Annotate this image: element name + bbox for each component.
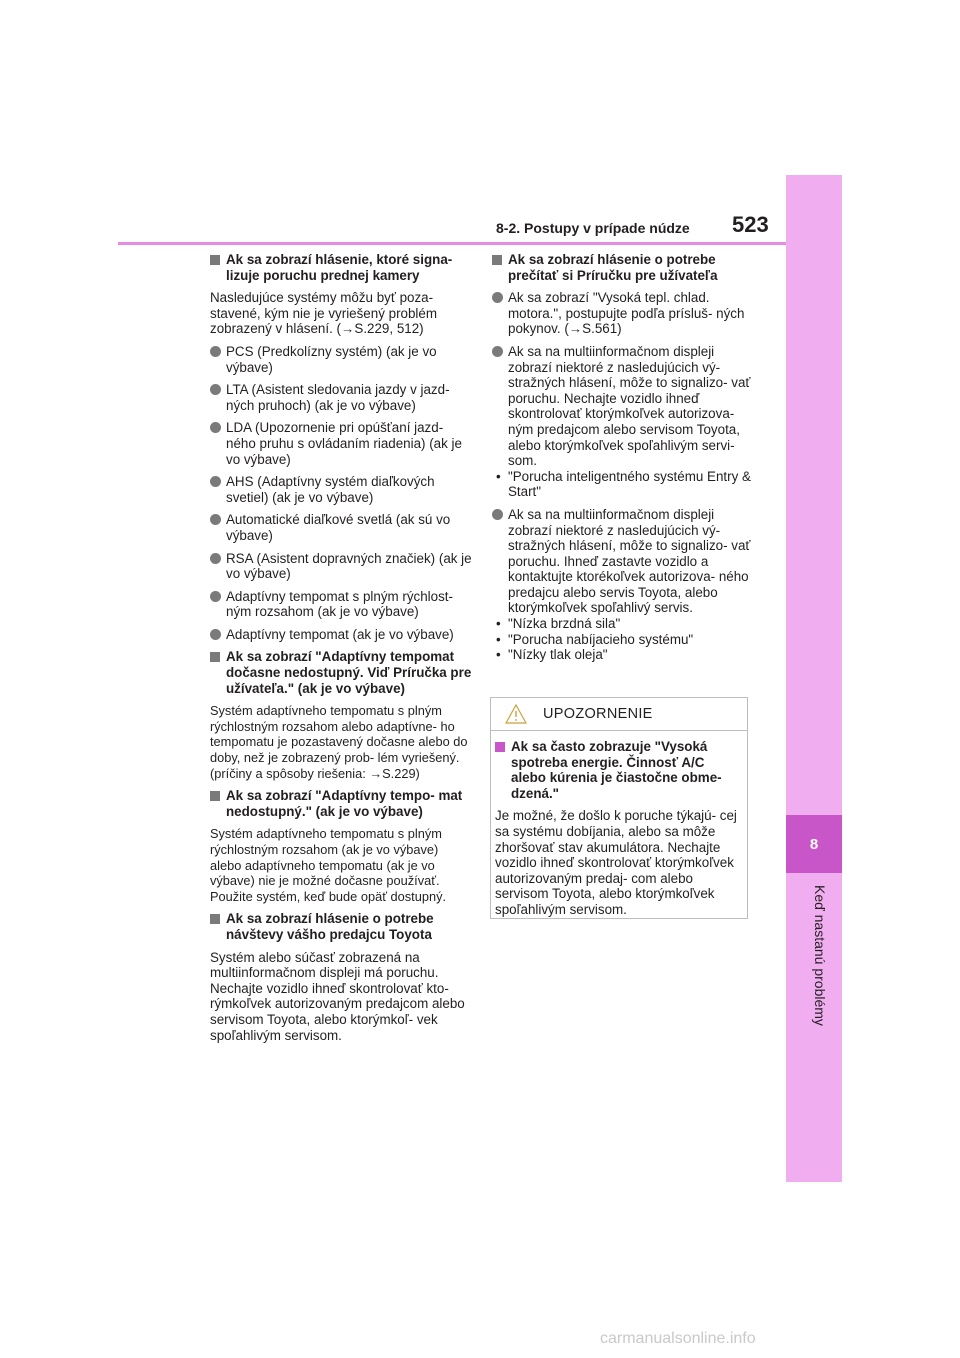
round-bullet-icon (492, 346, 503, 357)
paragraph: (príčiny a spôsoby riešenia: →S.229) (210, 765, 420, 781)
warning-heading: Ak sa často zobrazuje "Vysoká spotreba energie. Činnosť A/C alebo kúrenia je čiastočne obme- dzená." (495, 739, 743, 801)
heading-cruise-temporarily: Ak sa zobrazí "Adaptívny tempomat dočasne nedostupný. Viď Príručka pre užívateľa." (ak je vo výbave) (210, 649, 472, 696)
chapter-number: 8 (786, 815, 842, 873)
square-bullet-icon (210, 791, 220, 801)
watermark: carmanualsonline.info (600, 1330, 756, 1347)
list-item: LTA (Asistent sledovania jazdy v jazd- ných pruhoch) (ak je vo výbave) (210, 382, 472, 413)
paragraph: Systém adaptívneho tempomatu s plným rýchlostným rozsahom alebo adaptívne- ho tempomatu je pozastavený dočasne alebo do doby, než je zobrazený prob- lém vyriešený. (210, 703, 468, 766)
heading-cruise-unavailable: Ak sa zobrazí "Adaptívny tempo- mat nedostupný." (ak je vo výbave) (210, 788, 472, 819)
list-item: Automatické diaľkové svetlá (ak sú vo výbave) (210, 512, 472, 543)
heading-front-camera: Ak sa zobrazí hlásenie, ktoré signa- lizuje poruchu prednej kamery (210, 252, 472, 283)
warning-triangle-icon (505, 704, 527, 724)
square-bullet-icon (210, 255, 220, 265)
warning-text: Je možné, že došlo k poruche týkajú- cej sa systému dobíjania, alebo sa môže zhoršovať stav akumulátora. Nechajte vozidlo ihneď skontrolovať ktorýmkoľvek autorizovaným predaj- com alebo servisom Toyota, alebo ktorýmkoľvek spoľahlivým servisom. (495, 808, 737, 917)
list-item: Adaptívny tempomat (ak je vo výbave) (210, 627, 472, 643)
paragraph: Nasledujúce systémy môžu byť poza- stavené, kým nie je vyriešený problém zobrazený v hlásení. (→S.229, 512) (210, 290, 437, 337)
round-bullet-icon (210, 514, 221, 525)
heading-read-manual: Ak sa zobrazí hlásenie o potrebe prečítať si Príručku pre užívateľa (492, 252, 754, 283)
square-bullet-icon (210, 652, 220, 662)
right-column (492, 252, 754, 670)
round-bullet-icon (210, 553, 221, 564)
round-bullet-icon (492, 509, 503, 520)
square-bullet-icon (495, 742, 505, 752)
round-bullet-icon (210, 346, 221, 357)
round-bullet-icon (492, 292, 503, 303)
dash-item: • "Nízky tlak oleja" (496, 647, 608, 663)
dash-item: • "Porucha nabíjacieho systému" (496, 631, 694, 647)
warning-box (490, 697, 748, 919)
paragraph: Systém alebo súčasť zobrazená na multiinformačnom displeji má poruchu. Nechajte vozidlo ihneď skontrolovať kto- rýmkoľvek autorizovaným predajcom alebo servisom Toyota, alebo ktorýmkoľ- vek spoľahlivým servisom. (210, 949, 465, 1043)
dash-item: • "Nízka brzdná sila" (496, 616, 621, 632)
left-column (210, 252, 472, 1050)
header-rule (118, 242, 786, 245)
list-item: PCS (Predkolízny systém) (ak je vo výbave) (210, 344, 472, 375)
square-bullet-icon (210, 914, 220, 924)
section-title: 8-2. Postupy v prípade núdze (496, 220, 690, 236)
warning-header (491, 698, 747, 731)
list-item: Ak sa zobrazí "Vysoká tepl. chlad. motora.", postupujte podľa prísluš- ných pokynov. (→S.561) (492, 290, 754, 337)
list-item: LDA (Upozornenie pri opúšťaní jazd- ného pruhu s ovládaním riadenia) (ak je vo výbave) (210, 420, 472, 467)
warning-body (491, 731, 747, 918)
round-bullet-icon (210, 629, 221, 640)
round-bullet-icon (210, 384, 221, 395)
warning-title: UPOZORNENIE (543, 706, 653, 722)
round-bullet-icon (210, 591, 221, 602)
list-item: Adaptívny tempomat s plným rýchlost- ným rozsahom (ak je vo výbave) (210, 589, 472, 620)
list-item: Ak sa na multiinformačnom displeji zobrazí niektoré z nasledujúcich vý- stražných hlásení, môže to signalizo- vať poruchu. Ihneď zastavte vozidlo a kontaktujte ktorékoľvek autorizova- ného predajcu alebo servis Toyota, alebo ktorýmkoľvek spoľahlivý servis. (492, 507, 754, 616)
dash-list (492, 616, 754, 663)
dash-item: • "Porucha inteligentného systému Entry & Start" (496, 468, 751, 500)
paragraph: Systém adaptívneho tempomatu s plným rýchlostným rozsahom (ak je vo výbave) alebo adaptívneho tempomatu (ak je vo výbave) nie je možné dočasne používať. Použite systém, keď bude opäť dostupný. (210, 826, 447, 904)
dash-list (492, 469, 754, 500)
round-bullet-icon (210, 476, 221, 487)
list-item: RSA (Asistent dopravných značiek) (ak je vo výbave) (210, 551, 472, 582)
chapter-title: Keď nastanú problémy (812, 885, 828, 1026)
list-item: Ak sa na multiinformačnom displeji zobrazí niektoré z nasledujúcich vý- stražných hlásení, môže to signalizo- vať poruchu. Nechajte vozidlo ihneď skontrolovať ktorýmkoľvek autorizova- ným predajcom alebo servisom Toyota, alebo ktorýmkoľvek spoľahlivým servi- som. (492, 344, 754, 469)
heading-visit-dealer: Ak sa zobrazí hlásenie o potrebe návštevy vášho predajcu Toyota (210, 911, 472, 942)
square-bullet-icon (492, 255, 502, 265)
list-item: AHS (Adaptívny systém diaľkových svetiel) (ak je vo výbave) (210, 474, 472, 505)
page-number: 523 (732, 212, 769, 237)
round-bullet-icon (210, 422, 221, 433)
